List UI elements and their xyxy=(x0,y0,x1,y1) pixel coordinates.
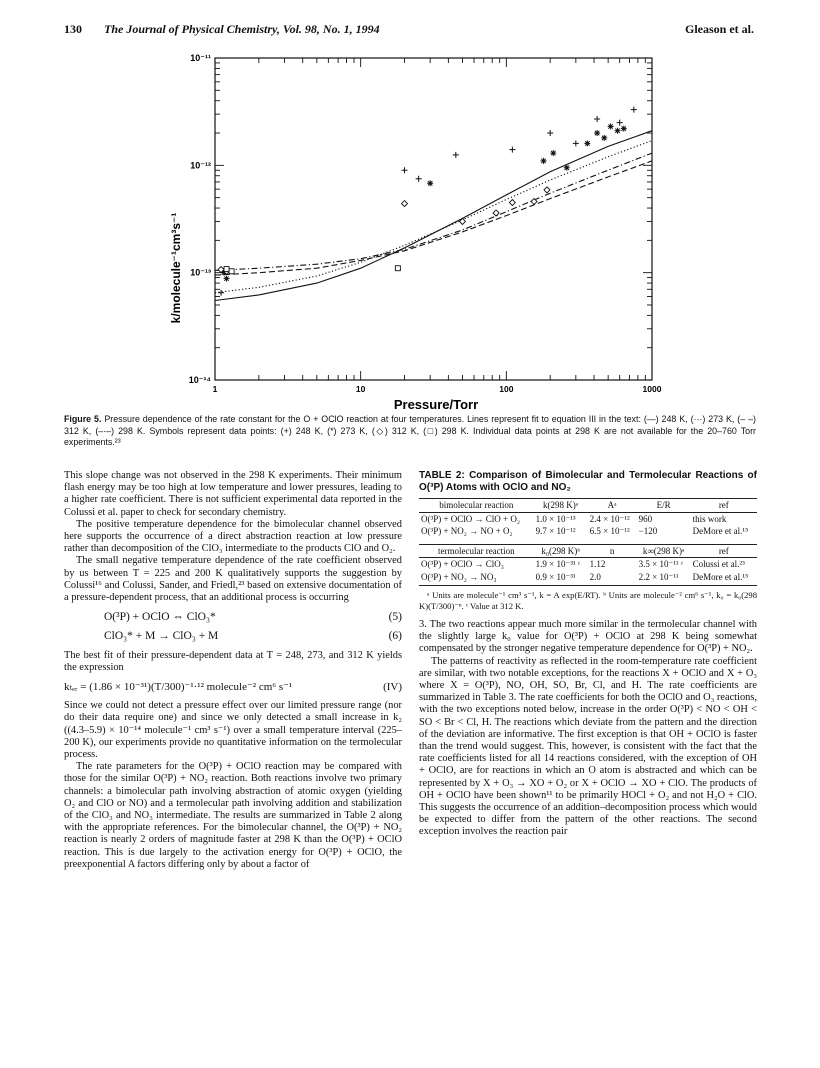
table-cell: DeMore et al.¹⁵ xyxy=(692,571,749,582)
equation-6 xyxy=(64,630,402,642)
x-tick-label: 1000 xyxy=(642,384,662,394)
data-point-star xyxy=(550,150,556,156)
data-point-square xyxy=(395,266,400,271)
data-point-diamond xyxy=(493,210,499,216)
table-cell: DeMore et al.¹⁵ xyxy=(692,526,749,536)
table-cell: 2.0 xyxy=(589,571,601,582)
equation-5 xyxy=(64,611,402,623)
y-axis-label: k/molecule⁻¹cm³s⁻¹ xyxy=(169,212,183,324)
data-point-star xyxy=(621,126,627,132)
data-point-plus xyxy=(573,140,579,146)
table-cell: O(³P) + OClO → ClO₃ xyxy=(421,559,504,569)
table-header-cell: ref xyxy=(691,544,757,558)
equation-number: (5) xyxy=(388,611,402,624)
series-line-solid xyxy=(215,131,652,301)
data-point-plus xyxy=(547,130,553,136)
x-axis-label: Pressure/Torr xyxy=(393,397,479,410)
y-tick-label: 10⁻¹¹ xyxy=(190,53,211,63)
equation-body: O(³P) + OClO ⇔ ClO₃* xyxy=(104,611,216,624)
table-cell: this work xyxy=(692,513,727,524)
table-header-cell: k₀(298 K)ᵇ xyxy=(534,544,588,558)
table-cell: 2.4 × 10⁻¹² xyxy=(589,513,630,524)
data-point-plus xyxy=(617,120,623,126)
series-line-dashed xyxy=(215,161,652,275)
equation-number: (6) xyxy=(388,630,402,643)
data-point-star xyxy=(608,124,614,130)
equation-body: kₜₑᵣ = (1.86 × 10⁻³¹)(T/300)⁻¹·¹² molecule⁻² cm⁶ s⁻¹ xyxy=(64,681,293,694)
table-row xyxy=(419,525,757,538)
table-cell: O(³P) + NO₂ → NO₃ xyxy=(421,571,497,582)
x-tick-label: 1 xyxy=(212,384,218,394)
table-header-row xyxy=(419,499,757,513)
table-cell: 1.12 xyxy=(589,559,606,569)
table-cell: −120 xyxy=(638,526,658,536)
data-point-plus xyxy=(402,167,408,173)
equation-body: ClO₃* + M → ClO₃ + M xyxy=(104,630,219,643)
table-header-cell: n xyxy=(588,544,637,558)
equation-number: (IV) xyxy=(383,681,402,694)
table-cell: 1.9 × 10⁻³¹ ᶜ xyxy=(535,559,581,569)
table-header-cell: ref xyxy=(691,499,757,513)
table-header-cell: k(298 K)ᵃ xyxy=(534,499,588,513)
data-point-star xyxy=(541,158,547,164)
table-row xyxy=(419,558,757,571)
y-tick-label: 10⁻¹² xyxy=(190,160,211,171)
table-row xyxy=(419,512,757,525)
data-point-star xyxy=(594,130,600,136)
data-point-star xyxy=(601,135,607,141)
data-point-diamond xyxy=(402,201,408,207)
table-header-cell: k∞(298 K)ᵃ xyxy=(637,544,691,558)
paragraph: This slope change was not observed in the 298 K experiments. Their minimum flash energy may be too high at low temperature and lower pressures, leading to a higher rate coefficient. There is not sufficient experimental data reported in the Colussi et al. paper to check for secondary chemistry. xyxy=(64,470,402,518)
data-point-plus xyxy=(416,176,422,182)
table-header-row xyxy=(419,544,757,558)
table-cell: 0.9 × 10⁻³¹ xyxy=(535,571,576,582)
running-header xyxy=(64,22,754,38)
paragraph: The small negative temperature dependence of the rate coefficient observed by us between T = 225 and 200 K qualitatively supports the suggestion by Colussi¹⁶ and Colussi, Sander, and Friedl,²³ based on extensive documentation of a pressure-dependent process, that an additional process is occurring xyxy=(64,555,402,604)
right-column xyxy=(419,470,757,839)
table-header-cell: E/R xyxy=(637,499,691,513)
figure-caption-text: Pressure dependence of the rate constant for the O + OClO reaction at four temperatures. Lines represent fit to equation III in the text: (—) 248 K, (···) 273 K, (– –) 312 K, (–·–) 298 K. Symbols represent data points: (+) 248 K, (*) 273 K, (◇) 312 K, (□) 298 K. Individual data points at 298 K are not available for the 20–760 Torr experiments.²³ xyxy=(64,414,756,447)
data-point-square xyxy=(224,267,229,272)
data-point-diamond xyxy=(544,187,550,193)
table-2 xyxy=(419,498,757,586)
paragraph: Since we could not detect a pressure effect over our limited pressure range (nor do their data require one) and since we only detected a small increase in k₂ ((4.3–5.9) × 10⁻¹⁴ molecule⁻¹ cm³ s⁻¹) over a small temperature interval (225–200 K), our experiments provide no quantitative information on the termolecular process. xyxy=(64,700,402,761)
paragraph: The positive temperature dependence for the bimolecular channel observed here supports the occurrence of a direct abstraction reaction at low pressure rather than decomposition of the ClO₃ intermediate to the products ClO and O₂. xyxy=(64,518,402,555)
data-point-plus xyxy=(594,116,600,122)
table-header-cell: bimolecular reaction xyxy=(419,499,534,513)
data-point-plus xyxy=(218,290,224,296)
series-line-dotted xyxy=(215,141,652,293)
data-point-star xyxy=(224,276,230,282)
paragraph: 3. The two reactions appear much more similar in the termolecular channel with the slightly large k₀ value for O(³P) + OClO at 298 K being somewhat compensated by the stronger negative temperature dependence for O(³P) + NO₂. xyxy=(419,619,757,655)
plot-frame xyxy=(215,58,652,380)
data-point-plus xyxy=(631,107,637,113)
series-line-dashdot xyxy=(215,153,652,270)
table-header-cell: termolecular reaction xyxy=(419,544,534,558)
table-cell: 9.7 × 10⁻¹² xyxy=(535,526,576,536)
table-row xyxy=(419,571,757,584)
data-point-square xyxy=(229,269,234,274)
x-tick-label: 10 xyxy=(355,384,366,394)
paragraph: The patterns of reactivity as reflected in the room-temperature rate coefficient are similar, with two notable exceptions, for the reactions X + OClO and X + O₃ where X = O(³P), NO, OH, SO, Br, Cl, and H. The rate coefficients are summarized in Table 3. The rate coefficients for both the OClO and O₃ reactions, with the two exceptions noted below, increase in the order O(³P) < NO < OH < SO < Br < Cl, H. The reactions which deviate from the pattern and the direction of the deviation are informative. The first exception is that OH + OClO is faster than the trend would suggest. This, however, is consistent with the fact that the rate coefficients listed for all 14 reactions considered, with the exception of OH + OClO, are for reactions in which an O atom is abstracted and which can be represented by X + O₃ → XO + O₂ or X + OClO → XO + ClO. The products of OH + OClO have been shown¹¹ to be primarily HOCl + O₂ and not H₂O + ClO. This suggests the occurrence of an addition–decomposition process which would be expected to differ from the pattern of the other reactions. The second exception involves the reaction pair xyxy=(419,655,757,838)
equation-iv xyxy=(64,681,402,693)
page-number: 130 xyxy=(64,22,82,36)
table-cell: 6.5 × 10⁻¹² xyxy=(589,526,630,536)
x-tick-label: 100 xyxy=(499,384,514,394)
figure-caption-label: Figure 5. xyxy=(64,414,102,424)
table-header-cell: Aᵃ xyxy=(588,499,637,513)
table-cell: 2.2 × 10⁻¹¹ xyxy=(638,571,679,582)
left-column xyxy=(64,470,402,871)
paragraph: The best fit of their pressure-dependent data at T = 248, 273, and 312 K yields the expression xyxy=(64,649,402,673)
y-tick-label: 10⁻¹³ xyxy=(190,267,211,278)
data-point-diamond xyxy=(509,200,515,206)
table-cell: 3.5 × 10⁻¹¹ ᶜ xyxy=(638,559,684,569)
table-cell: O(³P) + OClO → ClO + O₂ xyxy=(421,513,520,524)
figure-caption xyxy=(64,414,756,449)
data-point-star xyxy=(615,128,621,134)
table-cell: 1.0 × 10⁻¹³ xyxy=(535,513,576,524)
table-cell: Colussi et al.²³ xyxy=(692,559,745,569)
figure-5-chart xyxy=(0,40,820,410)
header-authors: Gleason et al. xyxy=(685,22,754,36)
table-footnote: ᵃ Units are molecule⁻¹ cm³ s⁻¹, k = A exp(E/RT). ᵇ Units are molecule⁻² cm⁶ s⁻¹, k₀ = k₀(298 K)(T/300)⁻ⁿ. ᶜ Value at 312 K. xyxy=(419,590,757,611)
data-point-plus xyxy=(453,152,459,158)
data-point-star xyxy=(427,180,433,186)
journal-title: The Journal of Physical Chemistry, Vol. 98, No. 1, 1994 xyxy=(104,22,380,36)
data-point-star xyxy=(564,165,570,171)
table-2-title: TABLE 2: Comparison of Bimolecular and Termolecular Reactions of O(³P) Atoms with OClO and NO₂ xyxy=(419,470,757,493)
table-cell: O(³P) + NO₂ → NO + O₂ xyxy=(421,526,513,536)
data-point-star xyxy=(584,140,590,146)
paragraph: The rate parameters for the O(³P) + OClO reaction may be compared with those for the similar O(³P) + NO₂ reaction. Both reactions involve two primary channels: a bimolecular path involving abstraction of atomic oxygen (yielding O₂ and ClO or NO) and a termolecular path involving addition and stabilization of the ClO₃ and NO₃ intermediate. The results are summarized in Table 2 along with the appropriate references. For the bimolecular channel, the O(³P) + NO₂ reaction is nearly 2 orders of magnitude faster at 298 K than the O(³P) + OClO reaction. This is due largely to the activation energy for O(³P) + OClO, the preexponential A factors differing only by about a factor of xyxy=(64,761,402,870)
table-cell: 960 xyxy=(638,513,653,524)
y-tick-label: 10⁻¹⁴ xyxy=(188,375,211,385)
data-point-plus xyxy=(509,147,515,153)
